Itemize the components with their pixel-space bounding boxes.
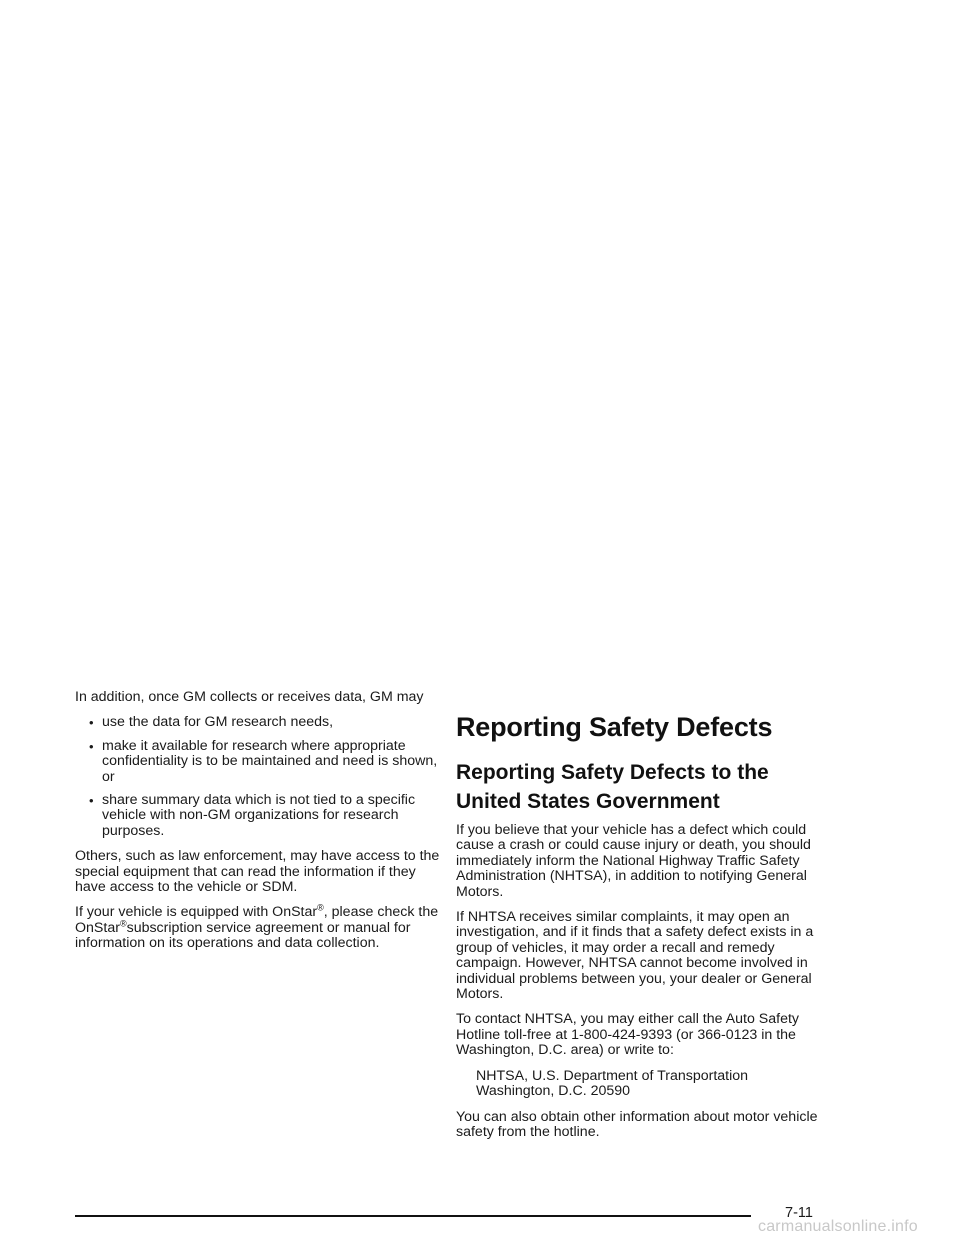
- onstar-text-3: subscription service agreement or manual for information on its operations and data collection.: [75, 919, 411, 952]
- list-item: [75, 739, 440, 785]
- closing-paragraph: You can also obtain other information about motor vehicle safety from the hotline.: [456, 1108, 818, 1140]
- list-item: [75, 793, 440, 839]
- list-item: [75, 715, 440, 730]
- bullet-icon: •: [89, 715, 94, 731]
- body-paragraph: If you believe that your vehicle has a defect which could cause a crash or could cause injury or death, you should immediately inform the National Highway Traffic Safety Administration (NHTSA), in addition to notifying General Motors.: [456, 822, 811, 900]
- page-number: 7-11: [785, 1205, 813, 1221]
- left-column: [75, 690, 440, 962]
- body-paragraph: To contact NHTSA, you may either call the Auto Safety Hotline toll-free at 1-800-424-9393 (or 366-0123 in the Washington, D.C. area) or write to:: [456, 1011, 800, 1059]
- onstar-text-2: , please check the OnStar: [75, 904, 439, 936]
- bullet-icon: •: [89, 738, 94, 754]
- watermark: carmanualsonline.info: [758, 1218, 918, 1235]
- registered-mark: ®: [317, 902, 324, 913]
- law-enforcement-paragraph: Others, such as law enforcement, may have access to the special equipment that can read the information if they have access to the vehicle or SDM.: [75, 848, 440, 896]
- address-block: [456, 1069, 828, 1100]
- onstar-paragraph: [75, 902, 440, 952]
- bullet-list: [75, 715, 440, 839]
- bullet-text: make it available for research where appropriate confidentiality is to be maintained and need is shown, or: [102, 737, 438, 785]
- onstar-text-1: If your vehicle is equipped with OnStar: [75, 904, 318, 921]
- bullet-icon: •: [89, 793, 94, 809]
- body-paragraph: If NHTSA receives similar complaints, it may open an investigation, and if it finds that a safety defect exists in a group of vehicles, it may order a recall and remedy campaign. However, NHTSA cannot become involved in individual problems between you, your dealer or General Motors.: [456, 909, 814, 1003]
- footer-rule: [75, 1215, 751, 1217]
- registered-mark: ®: [119, 918, 127, 929]
- right-column: [456, 712, 828, 1150]
- section-title: Reporting Safety Defects: [456, 712, 773, 742]
- intro-paragraph: In addition, once GM collects or receives data, GM may: [75, 689, 424, 705]
- bullet-text: use the data for GM research needs,: [102, 714, 334, 731]
- address-line: NHTSA, U.S. Department of Transportation: [476, 1067, 749, 1084]
- bullet-text: share summary data which is not tied to a specific vehicle with non-GM organizations for research purposes.: [102, 792, 416, 839]
- address-line: Washington, D.C. 20590: [476, 1083, 631, 1100]
- subsection-title: Reporting Safety Defects to the United States Government: [456, 761, 769, 813]
